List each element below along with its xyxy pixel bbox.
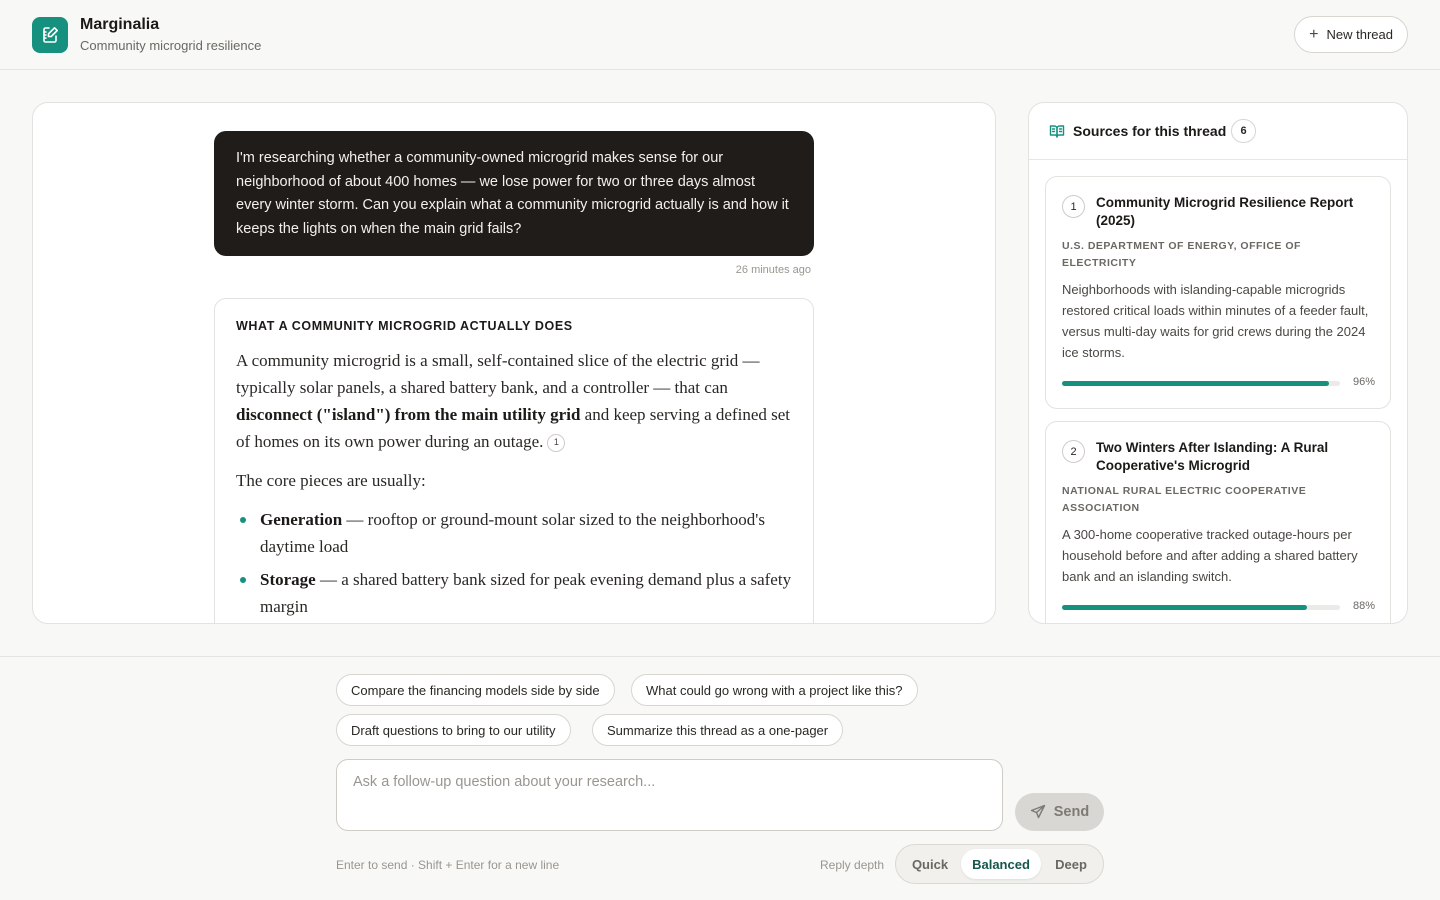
- source-number: 1: [1062, 195, 1085, 218]
- plus-icon: +: [1309, 25, 1319, 43]
- relevance-bar-fill: [1062, 605, 1307, 610]
- answer-emphasis: disconnect ("island") from the main utility grid: [236, 405, 581, 424]
- suggestion-chip[interactable]: What could go wrong with a project like this?: [631, 674, 918, 706]
- reply-depth-toggle: [895, 844, 1104, 884]
- follow-up-input[interactable]: [353, 774, 983, 818]
- source-title: Community Microgrid Resilience Report (2025): [1096, 195, 1354, 228]
- sources-panel[interactable]: [1028, 102, 1408, 624]
- suggestion-chip[interactable]: Summarize this thread as a one-pager: [592, 714, 843, 746]
- message-timestamp: 26 minutes ago: [735, 264, 811, 276]
- depth-option-quick[interactable]: Quick: [911, 856, 949, 872]
- new-thread-button[interactable]: [1294, 16, 1408, 53]
- answer-heading: WHAT A COMMUNITY MICROGRID ACTUALLY DOES: [236, 319, 573, 333]
- reply-depth-label: Reply depth: [820, 858, 885, 872]
- suggestion-chip[interactable]: Draft questions to bring to our utility: [336, 714, 571, 746]
- bullet-text: — rooftop or ground-mount solar sized to the neighborhood's daytime load: [260, 510, 765, 556]
- source-description: Neighborhoods with islanding-capable microgrids restored critical loads within minutes of a feeder fault, versus multi-day waits for grid crews during the 2024 ice storms.: [1062, 282, 1369, 360]
- relevance-label: 96%: [1352, 376, 1375, 388]
- list-item: [236, 506, 792, 560]
- depth-option-deep[interactable]: Deep: [1055, 856, 1087, 872]
- list-item: [236, 566, 792, 620]
- answer-text: and keep serving a defined set of homes on its own power during an outage.: [236, 405, 790, 451]
- answer-bullet-list: [236, 506, 792, 620]
- app-title: Marginalia: [80, 16, 160, 33]
- sources-count-badge: 6: [1231, 119, 1256, 143]
- suggestion-chip[interactable]: Compare the financing models side by side: [336, 674, 615, 706]
- source-number: 2: [1062, 440, 1085, 463]
- relevance-label: 88%: [1352, 600, 1375, 612]
- send-label: Send: [1053, 804, 1090, 820]
- answer-paragraph: The core pieces are usually:: [236, 471, 426, 490]
- source-organization: NATIONAL RURAL ELECTRIC COOPERATIVE ASSOCIATION: [1062, 485, 1307, 514]
- bullet-term: Generation: [260, 510, 343, 529]
- send-icon: [1030, 804, 1046, 820]
- relevance-bar-fill: [1062, 381, 1329, 386]
- sources-title: Sources for this thread: [1073, 123, 1227, 139]
- message-composer[interactable]: [336, 759, 1003, 831]
- relevance-bar: [1062, 381, 1340, 386]
- citation-marker[interactable]: 1: [547, 434, 565, 452]
- source-description: A 300-home cooperative tracked outage-hours per household before and after adding a shared battery bank and an islanding switch.: [1062, 527, 1358, 584]
- answer-text: A community microgrid is a small, self-contained slice of the electric grid — typically solar panels, a shared battery bank, and a controller — that can: [236, 351, 760, 397]
- bullet-text: — a shared battery bank sized for peak evening demand plus a safety margin: [260, 570, 792, 616]
- assistant-answer: [214, 298, 814, 624]
- source-card[interactable]: [1045, 176, 1391, 409]
- thread-subtitle: Community microgrid resilience: [80, 38, 262, 53]
- composer-area: [0, 656, 1440, 900]
- send-button[interactable]: [1015, 793, 1104, 831]
- keyboard-hint: Enter to send · Shift + Enter for a new line: [336, 858, 560, 872]
- depth-option-balanced[interactable]: Balanced: [961, 849, 1041, 879]
- source-organization: U.S. DEPARTMENT OF ENERGY, OFFICE OF ELECTRICITY: [1062, 240, 1301, 269]
- new-thread-label: New thread: [1326, 27, 1393, 42]
- app-header: [0, 0, 1440, 70]
- relevance-bar: [1062, 605, 1340, 610]
- answer-paragraph: [236, 347, 792, 455]
- source-card[interactable]: [1045, 421, 1391, 624]
- book-open-icon: [1049, 123, 1065, 139]
- bullet-term: Storage: [260, 570, 316, 589]
- user-message: I'm researching whether a community-owned microgrid makes sense for our neighborhood of about 400 homes — we lose power for two or three days almost every winter storm. Can you explain what a community microgrid actually is and how it keeps the lights on when the main grid fails?: [214, 131, 814, 256]
- conversation-panel[interactable]: [32, 102, 996, 624]
- app-logo-icon: [32, 17, 68, 53]
- source-title: Two Winters After Islanding: A Rural Cooperative's Microgrid: [1096, 440, 1329, 473]
- sources-header: [1029, 103, 1407, 160]
